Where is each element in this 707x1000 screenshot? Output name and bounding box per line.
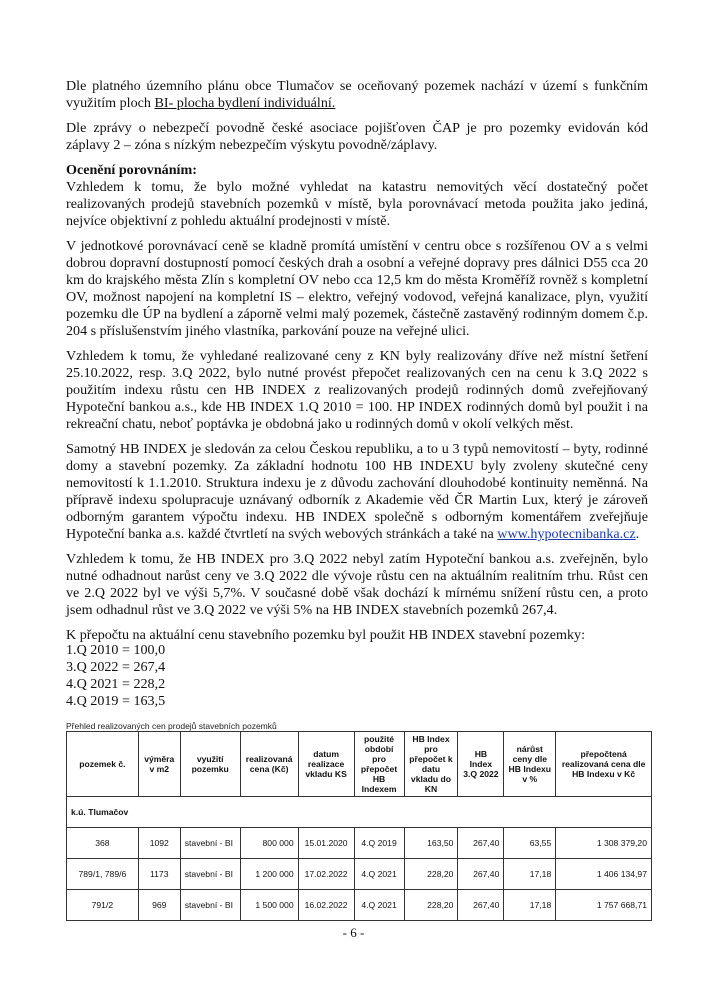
table-cell: 4.Q 2021 bbox=[354, 890, 404, 921]
table-row bbox=[67, 828, 652, 859]
table-cell: 1 757 668,71 bbox=[556, 890, 652, 921]
table-cell: 15.01.2020 bbox=[298, 828, 354, 859]
table-cell: 17.02.2022 bbox=[298, 859, 354, 890]
table-row bbox=[67, 890, 652, 921]
index-values-list bbox=[66, 642, 648, 710]
table-cell: 228,20 bbox=[404, 859, 458, 890]
col-header: realizovaná cena (Kč) bbox=[240, 732, 298, 797]
table-cell: 1173 bbox=[138, 859, 180, 890]
table-cell: stavební - BI bbox=[180, 828, 240, 859]
col-header: použité období pro přepočet HB Indexem bbox=[354, 732, 404, 797]
table-cell: 791/2 bbox=[67, 890, 139, 921]
col-header: využití pozemku bbox=[180, 732, 240, 797]
table-cell: 789/1, 789/6 bbox=[67, 859, 139, 890]
paragraph-index-intro: K přepočtu na aktuální cenu stavebního pozemku byl použit HB INDEX stavební pozemky: bbox=[66, 627, 585, 643]
table-group-row bbox=[67, 797, 652, 828]
table-cell: 1 500 000 bbox=[240, 890, 298, 921]
paragraph-zoning-text: Dle platného územního plánu obce Tlumačov se oceňovaný pozemek nachází v území s funkčním využitím ploch bbox=[66, 78, 648, 111]
table-cell: 267,40 bbox=[458, 890, 504, 921]
col-header: přepočtená realizovaná cena dle HB Indexu v Kč bbox=[556, 732, 652, 797]
table-cell: 969 bbox=[138, 890, 180, 921]
table-cell: 163,50 bbox=[404, 828, 458, 859]
paragraph-zoning bbox=[66, 78, 648, 112]
table-cell: 1 308 379,20 bbox=[556, 828, 652, 859]
table-title: Přehled realizovaných cen prodejů stavebních pozemků bbox=[66, 721, 277, 731]
table-cell: 1 200 000 bbox=[240, 859, 298, 890]
col-header: výměra v m2 bbox=[138, 732, 180, 797]
sales-table bbox=[66, 731, 652, 921]
col-header: pozemek č. bbox=[67, 732, 139, 797]
hypotecnibanka-link[interactable]: www.hypotecnibanka.cz bbox=[497, 526, 636, 542]
page-number: - 6 - bbox=[342, 925, 365, 940]
index-value: 1.Q 2010 = 100,0 bbox=[66, 642, 166, 658]
paragraph-flood: Dle zprávy o nebezpečí povodně české asociace pojišťoven ČAP je pro pozemky evidován kód záplavy 2 – zóna s nízkým nebezpečím výskytu povodně/záplavy. bbox=[66, 120, 648, 153]
table-cell: 16.02.2022 bbox=[298, 890, 354, 921]
table-cell: 267,40 bbox=[458, 828, 504, 859]
table-cell: 4.Q 2021 bbox=[354, 859, 404, 890]
paragraph-unit-price: V jednotkové porovnávací ceně se kladně promítá umístění v centru obce s rozšířenou OV a s velmi dobrou dopravní dostupností pomocí českých drah a osobní a veřejné dopravy pres dálnici D55 cca 20 km do krajského města Zlín s kompletní OV nebo cca 12,5 km do města Kroměříž rovněž s kompletní OV, možnost napojení na kompletní IS – elektro, veřejný vodovod, veřejná kanalizace, plyn, využití pozemku dle ÚP na bydlení a záporně velmi malý pozemek, částečně zastavěný rodinným domem č.p. 204 s příslušenstvím jiného vlastníka, parkování pouze na veřejné ulici. bbox=[66, 238, 648, 339]
table-cell: stavební - BI bbox=[180, 890, 240, 921]
group-label: k.ú. Tlumačov bbox=[67, 797, 652, 828]
paragraph-method: Vzhledem k tomu, že bylo možné vyhledat na katastru nemovitých věcí dostatečný počet realizovaných prodejů stavebních pozemků v místě, byla porovnávací metoda použita jako jediná, nejvíce objektivní z pohledu aktuální prodejnosti v místě. bbox=[66, 179, 648, 229]
section-heading: Ocenění porovnáním: bbox=[66, 162, 197, 178]
table-cell: 368 bbox=[67, 828, 139, 859]
table-cell: 17,18 bbox=[504, 859, 556, 890]
paragraph-hb-index-text: Samotný HB INDEX je sledován za celou Českou republiku, a to u 3 typů nemovitostí – byty, rodinné domy a stavební pozemky. Za základní hodnotu 100 HB INDEXU byly zvoleny skutečné ceny nemovitostí k 1.1.2010. Struktura indexu je z důvodu zachování dlouhodobé kontinuity neměnná. Na přípravě indexu spolupracuje uznávaný odborník z Akademie věd ČR Martin Lux, který je zároveň odborným garantem výpočtu indexu. HB INDEX společně s odborným komentářem zveřejňuje Hypoteční banka a.s. každé čtvrtletí na svých webových stránkách a také na bbox=[66, 441, 648, 542]
paragraph-estimate: Vzhledem k tomu, že HB INDEX pro 3.Q 2022 nebyl zatím Hypoteční bankou a.s. zveřejněn, bylo nutné odhadnout narůst ceny ve 3.Q 2022 dle vývoje růstu cen na aktuálním realitním trhu. Růst cen ve 2.Q 2022 byl ve výši 5,7%. V současné době však dochází k mírnému snížení růstu cen, a proto jsem odhadnul růst ve 3.Q 2022 ve výši 5% na HB INDEX stavebních pozemků 267,4. bbox=[66, 551, 648, 618]
table-cell: 1 406 134,97 bbox=[556, 859, 652, 890]
col-header: HB Index pro přepočet k datu vkladu do KN bbox=[404, 732, 458, 797]
table-cell: 4.Q 2019 bbox=[354, 828, 404, 859]
col-header: HB Index 3.Q 2022 bbox=[458, 732, 504, 797]
table-cell: 800 000 bbox=[240, 828, 298, 859]
table-cell: 17,18 bbox=[504, 890, 556, 921]
table-header-row bbox=[67, 732, 652, 797]
index-value: 4.Q 2021 = 228,2 bbox=[66, 676, 166, 692]
paragraph-hb-index bbox=[66, 441, 648, 543]
table-cell: 267,40 bbox=[458, 859, 504, 890]
table-row bbox=[67, 859, 652, 890]
paragraph-recalculation: Vzhledem k tomu, že vyhledané realizované ceny z KN byly realizovány dříve než místní šetření 25.10.2022, resp. 3.Q 2022, bylo nutné provést přepočet realizovaných cen na cenu k 3.Q 2022 s použitím indexu růstu cen HB INDEX z realizovaných prodejů rodinných domů zveřejňovaný Hypoteční bankou a.s., kde HB INDEX 1.Q 2010 = 100. HP INDEX rodinných domů byl použit i na rekreační chatu, neboť poptávka je obdobná jako u rodinných domů v okolí velkých měst. bbox=[66, 348, 648, 432]
col-header: nárůst ceny dle HB Indexu v % bbox=[504, 732, 556, 797]
zoning-underlined-text: BI- plocha bydlení individuální. bbox=[154, 95, 336, 111]
index-value: 4.Q 2019 = 163,5 bbox=[66, 693, 166, 709]
table-cell: stavební - BI bbox=[180, 859, 240, 890]
table-cell: 63,55 bbox=[504, 828, 556, 859]
col-header: datum realizace vkladu KS bbox=[298, 732, 354, 797]
table-cell: 1092 bbox=[138, 828, 180, 859]
index-value: 3.Q 2022 = 267,4 bbox=[66, 659, 166, 675]
paragraph-hb-index-end: . bbox=[635, 526, 640, 542]
document-body bbox=[66, 78, 648, 710]
table-cell: 228,20 bbox=[404, 890, 458, 921]
